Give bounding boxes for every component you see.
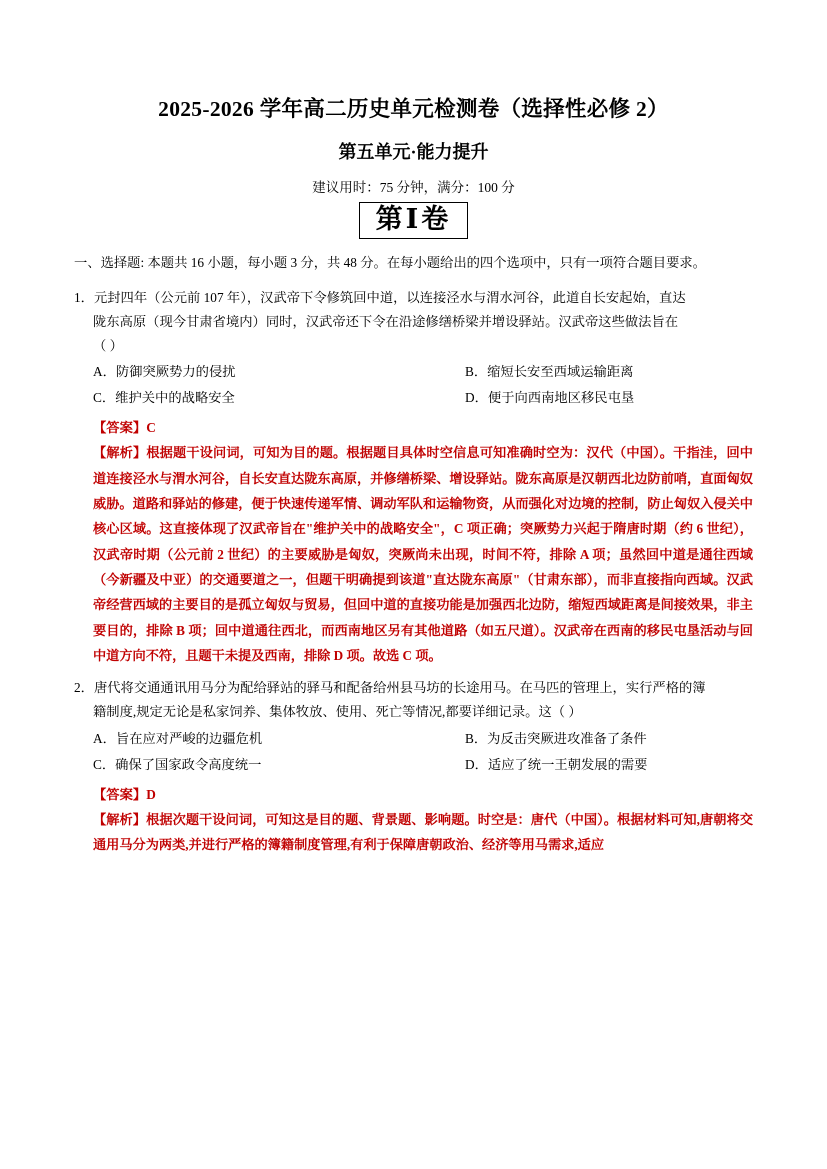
question-stem [74, 676, 753, 723]
section-banner-label: 第Ⅰ卷 [359, 202, 469, 239]
option-c[interactable]: C．维护关中的战略安全 [93, 390, 235, 406]
analysis-block [74, 440, 753, 668]
page-subtitle: 第五单元·能力提升 [338, 141, 489, 162]
analysis-block [74, 807, 753, 858]
option-a[interactable]: A．防御突厥势力的侵扰 [93, 364, 236, 380]
option-d[interactable]: D．适应了统一王朝发展的需要 [465, 756, 648, 772]
section-banner [74, 202, 753, 239]
question-stem-line: （ ） [93, 337, 123, 353]
question-stem-line: 籍制度,规定无论是私家饲养、集体牧放、使用、死亡等情况,都要详细记录。这（ ） [93, 704, 582, 720]
question-options [74, 726, 753, 778]
analysis-text: 根据次题干设问词，可知这是目的题、背景题、影响题。时空是：唐代（中国）。根据材料可知,唐朝将交通用马分为两类,并进行严格的簿籍制度管理,有利于保障唐朝政治、经济等用马需求,适应 [93, 811, 754, 853]
question-stem-line: 2．唐代将交通通讯用马分为配给驿站的驿马和配备给州县马坊的长途用马。在马匹的管理上，实行严格的簿 [74, 680, 706, 696]
analysis-text: 根据题干设问词，可知为目的题。根据题目具体时空信息可知准确时空为：汉代（中国）。干指洼，回中道连接泾水与渭水河谷，自长安直达陇东高原，并修缮桥梁、增设驿站。陇东高原是汉朝西北边防前哨，直面匈奴威胁。道路和驿站的修建，便于快速传递军情、调动军队和运输物资，从而强化对边境的控制，防止匈奴入侵关中核心区域。这直接体现了汉武帝旨在"维护关中的战略安全"，C 项正确；突厥势力兴起于隋唐时期（约 6 世纪），汉武帝时期（公元前 2 世纪）的主要威胁是匈奴，突厥尚未出现，时间不符，排除 A 项；虽然回中道是通往西域（今新疆及中亚）的交通要道之一，但题干明确提到该道"直达陇东高原"（甘肃东部），而非直接指向西域。汉武帝经营西域的主要目的是孤立匈奴与贸易，但回中道的直接功能是加强西北边防，缩短西域距离是间接效果，非主要目的，排除 B 项；回中道通往西北，而西南地区另有其他道路（如五尺道）。汉武帝在西南的移民屯垦活动与回中道方向不符，且题干未提及西南，排除 D 项。故选 C 项。 [93, 445, 753, 664]
option-b[interactable]: B．为反击突厥进攻准备了条件 [465, 730, 647, 746]
answer-line [74, 415, 753, 440]
question-stem [74, 286, 753, 357]
question-block [74, 676, 753, 857]
option-b[interactable]: B．缩短长安至西域运输距离 [465, 364, 634, 380]
question-options [74, 359, 753, 411]
page-title: 2025-2026 学年高二历史单元检测卷（选择性必修 2） [158, 97, 669, 121]
option-d[interactable]: D．便于向西南地区移民屯垦 [465, 390, 635, 406]
answer-value: D [146, 786, 156, 802]
analysis-label: 【解析】 [93, 445, 147, 461]
answer-label: 【答案】 [93, 786, 147, 802]
exam-meta: 建议用时：75 分钟，满分：100 分 [312, 179, 515, 195]
analysis-label: 【解析】 [93, 811, 147, 827]
option-a[interactable]: A．旨在应对严峻的边疆危机 [93, 730, 263, 746]
section-instructions: 一、选择题: 本题共 16 小题，每小题 3 分，共 48 分。在每小题给出的四个选项中，只有一项符合题目要求。 [74, 254, 706, 270]
answer-value: C [146, 420, 156, 436]
option-c[interactable]: C．确保了国家政令高度统一 [93, 756, 262, 772]
answer-label: 【答案】 [93, 420, 147, 436]
question-stem-line: 1．元封四年（公元前 107 年），汉武帝下令修筑回中道，以连接泾水与渭水河谷，此道自长安起始，直达 [74, 290, 686, 306]
question-block [74, 286, 753, 668]
answer-line [74, 782, 753, 807]
question-stem-line: 陇东高原（现今甘肃省境内）同时，汉武帝还下令在沿途修缮桥梁并增设驿站。汉武帝这些做法旨在 [93, 313, 679, 329]
